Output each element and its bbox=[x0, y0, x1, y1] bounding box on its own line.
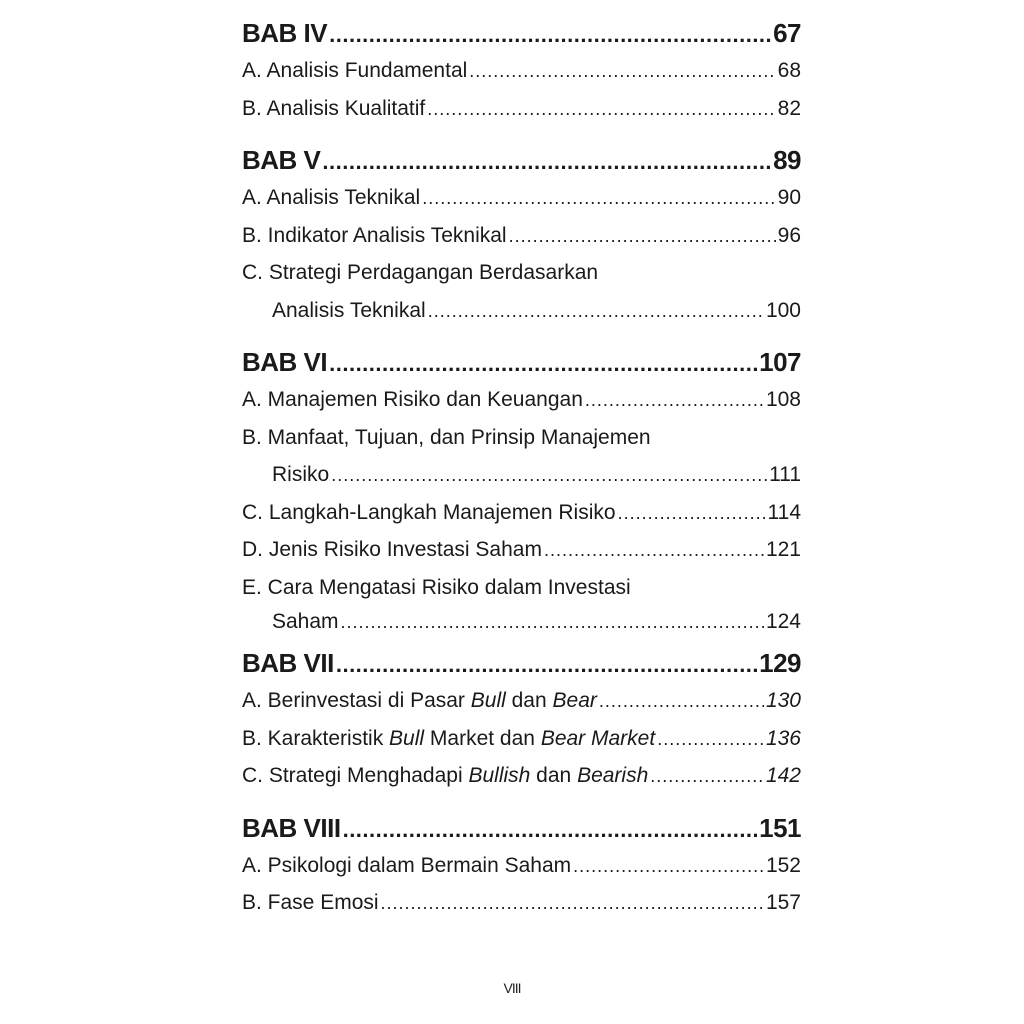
item-label: A. Analisis Teknikal bbox=[242, 186, 421, 209]
item-page-number: 142 bbox=[765, 764, 801, 787]
item-page-number: 136 bbox=[765, 726, 801, 750]
toc-item-continuation[interactable] bbox=[242, 606, 801, 638]
toc-chapter-bab-iv[interactable] bbox=[242, 14, 801, 52]
toc-item[interactable] bbox=[242, 381, 801, 419]
item-label: B. Fase Emosi bbox=[242, 891, 379, 914]
item-page-number: 157 bbox=[765, 891, 801, 914]
dot-leader bbox=[469, 53, 775, 90]
label-text: dan bbox=[530, 764, 578, 787]
dot-leader bbox=[599, 683, 764, 720]
toc-item[interactable] bbox=[242, 682, 801, 720]
dot-leader bbox=[422, 180, 775, 217]
toc-item[interactable] bbox=[242, 884, 801, 922]
label-italic: Bull bbox=[470, 689, 506, 712]
item-label: Risiko bbox=[272, 463, 330, 486]
toc-chapter-bab-viii[interactable] bbox=[242, 809, 801, 847]
item-page-number: 68 bbox=[777, 59, 801, 82]
dot-leader bbox=[657, 721, 764, 758]
toc-chapter-bab-v[interactable] bbox=[242, 141, 801, 179]
label-italic: Bear bbox=[552, 689, 597, 712]
chapter-title: BAB VI bbox=[242, 347, 328, 377]
item-label bbox=[242, 757, 648, 795]
item-page-number: 121 bbox=[765, 538, 801, 561]
item-label: A. Manajemen Risiko dan Keuangan bbox=[242, 388, 583, 411]
item-label bbox=[242, 682, 597, 720]
label-text: dan bbox=[505, 689, 553, 712]
chapter-page-number: 67 bbox=[773, 18, 801, 48]
item-label: A. Psikologi dalam Bermain Saham bbox=[242, 853, 572, 877]
toc-item[interactable] bbox=[242, 847, 801, 885]
label-text: Market dan bbox=[424, 726, 541, 750]
chapter-page-number: 89 bbox=[773, 145, 801, 175]
label-italic: Bearish bbox=[577, 764, 649, 787]
dot-leader bbox=[381, 885, 764, 922]
chapter-page-number: 129 bbox=[759, 648, 801, 678]
item-page-number: 114 bbox=[767, 500, 801, 524]
dot-leader bbox=[336, 646, 757, 682]
dot-leader bbox=[650, 758, 764, 795]
toc-item[interactable] bbox=[242, 757, 801, 795]
label-text: C. Strategi Menghadapi bbox=[242, 764, 469, 787]
dot-leader bbox=[585, 382, 764, 419]
toc-chapter-bab-vi[interactable] bbox=[242, 343, 801, 381]
dot-leader bbox=[618, 495, 766, 532]
dot-leader bbox=[341, 606, 764, 638]
dot-leader bbox=[331, 457, 767, 494]
toc-item-line1[interactable]: E. Cara Mengatasi Risiko dalam Investasi bbox=[242, 575, 631, 599]
toc-item-line1[interactable]: B. Manfaat, Tujuan, dan Prinsip Manajemen bbox=[242, 425, 651, 449]
label-italic: Bull bbox=[389, 726, 425, 750]
item-label: B. Analisis Kualitatif bbox=[242, 96, 426, 120]
chapter-page-number: 107 bbox=[759, 347, 801, 377]
toc-item[interactable] bbox=[242, 90, 801, 128]
page-folio: VIII bbox=[503, 980, 521, 996]
label-text: A. Berinvestasi di Pasar bbox=[242, 689, 471, 712]
toc-item-line1[interactable]: C. Strategi Perdagangan Berdasarkan bbox=[242, 261, 599, 284]
label-italic: Bullish bbox=[468, 764, 531, 787]
dot-leader bbox=[343, 811, 758, 847]
toc-item-continuation[interactable] bbox=[242, 456, 801, 494]
dot-leader bbox=[544, 532, 764, 569]
chapter-title: BAB VIII bbox=[242, 812, 341, 843]
dot-leader bbox=[427, 91, 775, 128]
chapter-page-number: 151 bbox=[759, 812, 801, 843]
toc-item[interactable] bbox=[242, 531, 801, 569]
item-page-number: 100 bbox=[765, 298, 801, 322]
dot-leader bbox=[428, 293, 764, 330]
chapter-title: BAB IV bbox=[242, 18, 328, 48]
item-page-number: 82 bbox=[777, 96, 801, 120]
item-page-number: 90 bbox=[777, 186, 801, 209]
item-label: Saham bbox=[272, 610, 339, 633]
item-page-number: 111 bbox=[769, 463, 801, 486]
label-text: B. Karakteristik bbox=[242, 726, 390, 750]
toc-item[interactable] bbox=[242, 52, 801, 90]
item-page-number: 124 bbox=[765, 610, 801, 633]
toc-chapter-bab-vii[interactable] bbox=[242, 644, 801, 682]
item-page-number: 130 bbox=[765, 689, 801, 712]
item-label: C. Langkah-Langkah Manajemen Risiko bbox=[242, 500, 616, 524]
dot-leader bbox=[573, 848, 764, 885]
label-italic: Bear Market bbox=[540, 726, 656, 750]
dot-leader bbox=[322, 143, 771, 179]
item-page-number: 96 bbox=[777, 223, 801, 247]
toc-item[interactable] bbox=[242, 494, 801, 532]
item-page-number: 108 bbox=[765, 388, 801, 411]
dot-leader bbox=[329, 345, 757, 381]
toc-item[interactable] bbox=[242, 179, 801, 217]
toc-item[interactable] bbox=[242, 217, 801, 255]
item-label bbox=[242, 720, 655, 758]
chapter-title: BAB V bbox=[242, 145, 321, 175]
item-label: Analisis Teknikal bbox=[272, 298, 426, 322]
item-label: D. Jenis Risiko Investasi Saham bbox=[242, 538, 542, 561]
table-of-contents bbox=[242, 14, 801, 922]
item-page-number: 152 bbox=[765, 853, 801, 877]
item-label: A. Analisis Fundamental bbox=[242, 59, 468, 82]
item-label: B. Indikator Analisis Teknikal bbox=[242, 223, 507, 247]
dot-leader bbox=[329, 16, 771, 52]
toc-item-continuation[interactable] bbox=[242, 292, 801, 330]
dot-leader bbox=[509, 218, 776, 255]
chapter-title: BAB VII bbox=[242, 648, 334, 678]
toc-item[interactable] bbox=[242, 720, 801, 758]
